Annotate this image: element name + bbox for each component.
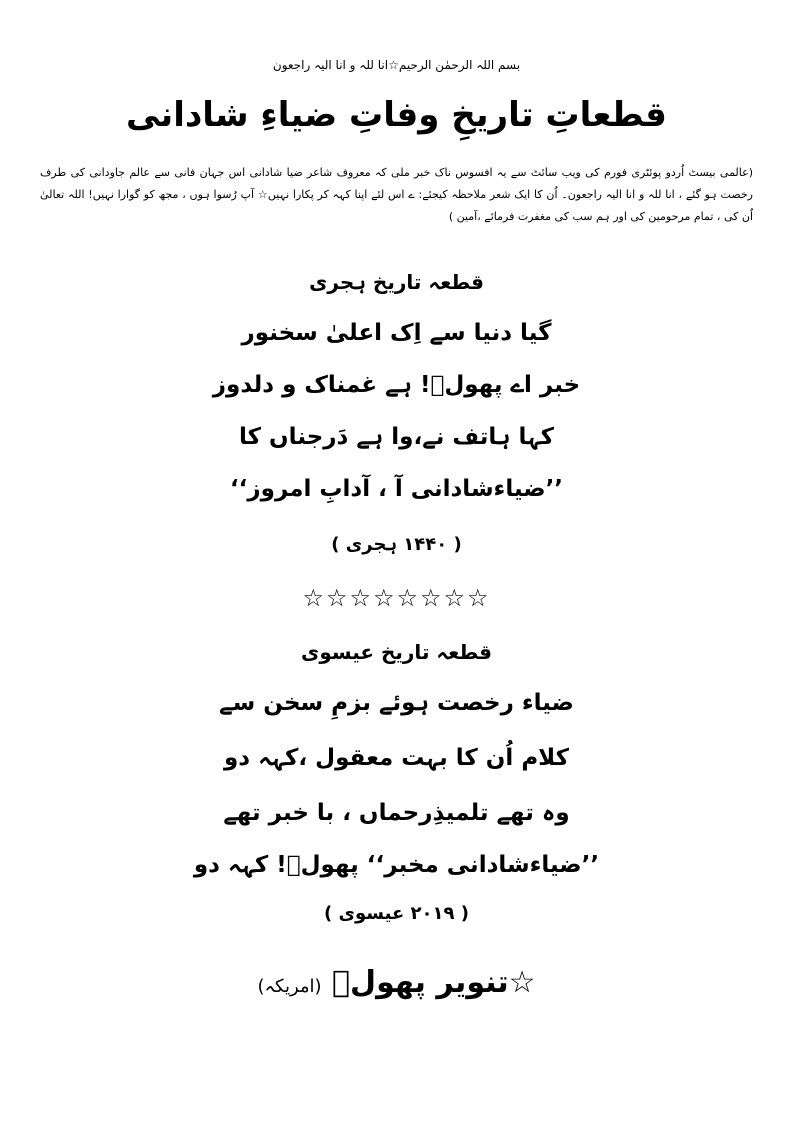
gregorian-verse-1: ضیاء رخصت ہوئے بزمِ سخن سے — [219, 690, 574, 716]
gregorian-verse-3: وہ تھے تلمیذِرحماں ، با خبر تھے — [223, 800, 570, 826]
gregorian-verse-4: ’’ضیاءشادانی مخبر‘‘ پھولؔ! کہہ دو — [193, 852, 600, 878]
hijri-year: ( ۱۴۴۰ ہجری ) — [331, 534, 462, 555]
gregorian-heading: قطعہ تاریخ عیسوی — [300, 640, 492, 664]
signature — [0, 965, 793, 1000]
hijri-verse-3: کہا ہاتف نے،وا ہے دَرجناں کا — [239, 424, 554, 450]
hijri-verse-1: گیا دنیا سے اِک اعلیٰ سخنور — [241, 320, 552, 346]
star-divider: ☆☆☆☆☆☆☆☆ — [302, 584, 491, 612]
gregorian-year: ( ۲۰۱۹ عیسوی ) — [324, 903, 469, 924]
signature-location: (امریکہ) — [257, 976, 322, 997]
signature-name: ☆تنویر پھولؔ — [332, 965, 536, 1000]
gregorian-verse-2: کلام اُن کا بہت معقول ،کہہ دو — [223, 745, 570, 771]
bismillah-header: بسم اللہ الرحمٰن الرحیم☆انا للہ و انا الیہ راجعون — [272, 58, 521, 72]
intro-paragraph: (عالمی بیسٹ اُردو پوئٹری فورم کی ویب سائٹ سے یہ افسوس ناک خبر ملی کہ معروف شاعر ضیا شادانی اس جہان فانی سے عالم جاودانی کی طرف رخصت ہو گئے ، انا للہ و انا الیہ راجعون۔ اُن کا ایک شعر ملاحظہ کیجئے: ے اس لئے اپنا کہہ کر پکارا نہیں☆ آپ رُسوا ہوں ، مجھ کو گوارا نہیں! اللہ تعالیٰ اُن کی ، تمام مرحومین کی اور ہم سب کی مغفرت فرمائے ،آمین ) — [40, 166, 753, 223]
hijri-verse-2: خبر اے پھولؔ! ہے غمناک و دلدوز — [212, 372, 581, 398]
hijri-heading: قطعہ تاریخ ہجری — [309, 270, 484, 294]
page-title: قطعاتِ تاریخِ وفاتِ ضیاءِ شادانی — [126, 95, 667, 135]
hijri-verse-4: ’’ضیاءشادانی آ ، آدابِ امروز‘‘ — [229, 476, 564, 502]
